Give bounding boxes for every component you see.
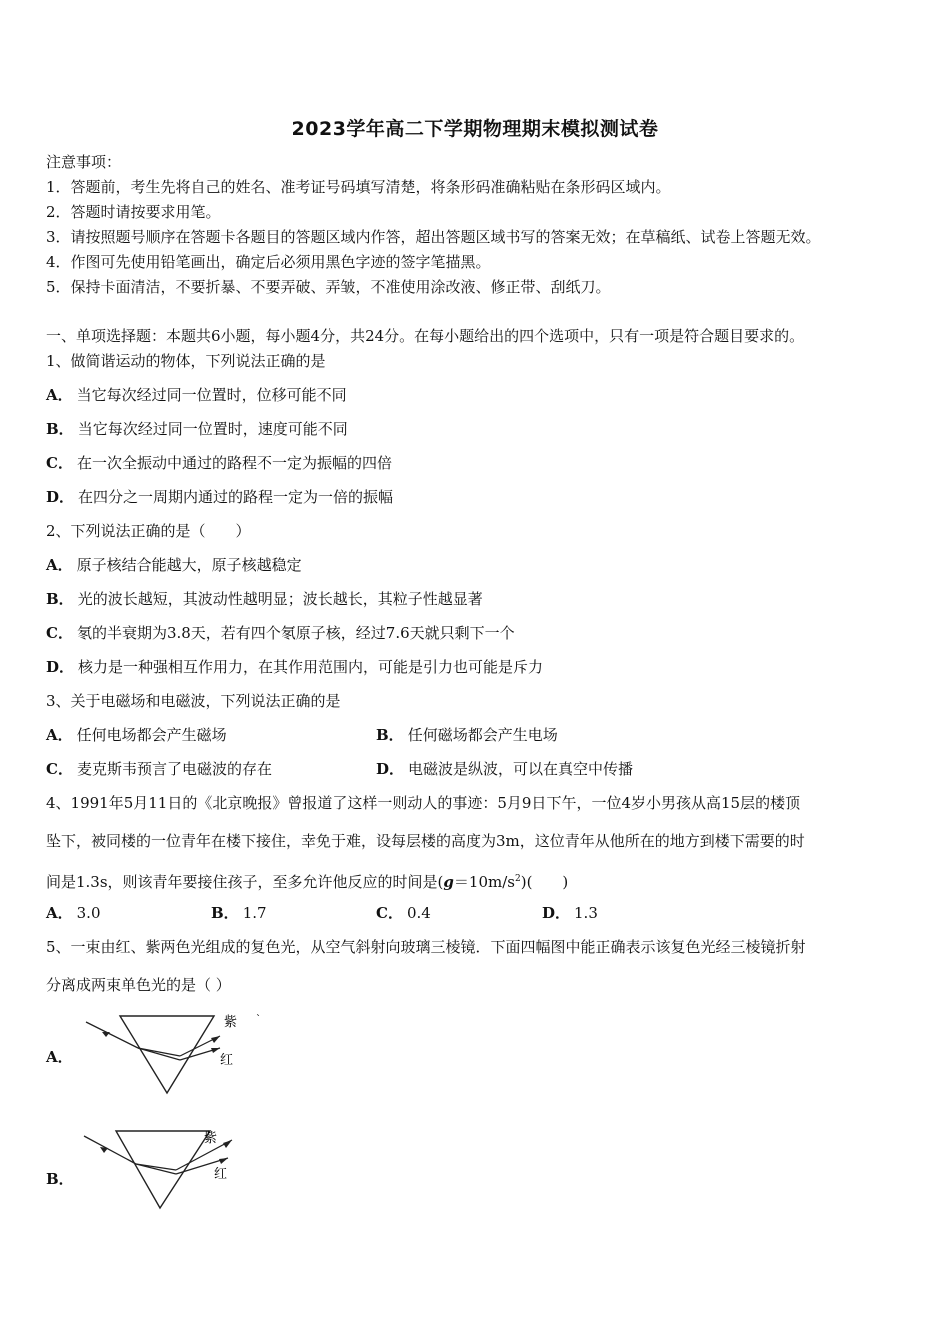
notice-item-2: 2．答题时请按要求用笔。 <box>46 203 221 221</box>
option-text: 在一次全振动中通过的路程不一定为振幅的四倍 <box>76 454 392 472</box>
question-1-option-a <box>46 385 347 405</box>
arrowhead <box>100 1147 108 1153</box>
prism-diagram-a <box>80 1010 270 1100</box>
option-text: 0.4 <box>406 904 431 922</box>
question-1-option-c <box>46 453 392 473</box>
question-4-option-c <box>376 903 431 923</box>
option-letter: A． <box>46 904 73 922</box>
prism-diagram-b <box>80 1126 270 1216</box>
option-letter: C． <box>46 760 73 778</box>
section-heading: 一、单项选择题：本题共6小题，每小题4分，共24分。在每小题给出的四个选项中，只有一项是符合题目要求的。 <box>46 327 805 345</box>
option-letter: C． <box>46 454 73 472</box>
question-5-option-b-label: B． <box>46 1170 74 1188</box>
option-letter: B． <box>376 726 404 744</box>
label-red: 红 <box>220 1053 234 1068</box>
stem-text: 间是1.3s，则该青年要接住孩子，至多允许他反应的时间是( <box>46 873 444 891</box>
option-letter: D． <box>46 658 75 676</box>
question-3-option-d <box>376 759 633 779</box>
option-text: 电磁波是纵波，可以在真空中传播 <box>408 760 634 778</box>
question-2-option-b <box>46 589 483 609</box>
option-letter: B． <box>46 420 74 438</box>
option-letter: A． <box>46 556 73 574</box>
option-text: 当它每次经过同一位置时，位移可能不同 <box>76 386 347 404</box>
question-4-option-a <box>46 903 101 923</box>
option-text: 氡的半衰期为3.8天，若有四个氡原子核，经过7.6天就只剩下一个 <box>76 624 515 642</box>
option-letter: A． <box>46 386 73 404</box>
option-text: 在四分之一周期内通过的路程一定为一倍的振幅 <box>78 488 394 506</box>
notice-item-1: 1．答题前，考生先将自己的姓名、准考证号码填写清楚，将条形码准确粘贴在条形码区域内。 <box>46 178 671 196</box>
question-4-stem-line-3 <box>46 869 568 892</box>
stem-text: )( ) <box>520 873 569 891</box>
arrowhead <box>102 1032 110 1037</box>
page-title: 2023学年高二下学期物理期末模拟测试卷 <box>291 118 659 140</box>
option-text: 任何电场都会产生磁场 <box>76 726 227 744</box>
question-3-option-c <box>46 759 272 779</box>
question-3-option-a <box>46 725 227 745</box>
question-2-option-a <box>46 555 302 575</box>
stem-text: ＝10m/s <box>453 873 515 891</box>
option-letter: D． <box>542 904 571 922</box>
question-2-option-c <box>46 623 515 643</box>
gravity-symbol: g <box>443 873 454 891</box>
option-letter: D． <box>376 760 405 778</box>
option-text: 任何磁场都会产生电场 <box>407 726 558 744</box>
stray-mark: ` <box>256 1014 261 1025</box>
question-1-stem: 1、做简谐运动的物体，下列说法正确的是 <box>46 352 326 370</box>
arrowhead <box>211 1036 220 1043</box>
label-violet: 紫 <box>224 1015 238 1030</box>
option-letter: B． <box>211 904 239 922</box>
prism-shape <box>116 1131 210 1208</box>
question-4-option-d <box>542 903 598 923</box>
question-3-option-b <box>376 725 558 745</box>
question-5-option-a-label: A． <box>46 1048 73 1066</box>
notice-heading: 注意事项： <box>46 153 122 171</box>
question-5-option-a-diagram <box>80 1010 270 1100</box>
question-5-option-b-diagram <box>80 1126 270 1216</box>
option-text: 光的波长越短，其波动性越明显；波长越长，其粒子性越显著 <box>77 590 483 608</box>
incident-ray <box>84 1136 136 1164</box>
question-5-stem-line-1: 5、一束由红、紫两色光组成的复色光，从空气斜射向玻璃三棱镜．下面四幅图中能正确表示该复色光经三棱镜折射 <box>46 938 806 956</box>
question-4-stem-line-2: 坠下，被同楼的一位青年在楼下接住，幸免于难，设每层楼的高度为3m，这位青年从他所在的地方到楼下需要的时 <box>46 832 805 850</box>
option-letter: C． <box>376 904 403 922</box>
question-4-stem-line-1: 4、1991年5月11日的《北京晚报》曾报道了这样一则动人的事迹：5月9日下午，一位4岁小男孩从高15层的楼顶 <box>46 794 801 812</box>
arrowhead <box>223 1140 232 1148</box>
label-violet: 紫 <box>204 1131 218 1146</box>
arrowhead <box>219 1158 228 1164</box>
option-text: 当它每次经过同一位置时，速度可能不同 <box>77 420 348 438</box>
option-text: 麦克斯韦预言了电磁波的存在 <box>76 760 272 778</box>
question-2-stem: 2、下列说法正确的是（ ） <box>46 522 251 540</box>
question-1-option-b <box>46 419 348 439</box>
option-text: 1.7 <box>242 904 267 922</box>
label-red: 红 <box>214 1167 228 1182</box>
notice-item-4: 4．作图可先使用铅笔画出，确定后必须用黑色字迹的签字笔描黑。 <box>46 253 491 271</box>
question-3-stem: 3、关于电磁场和电磁波，下列说法正确的是 <box>46 692 341 710</box>
arrowhead <box>211 1048 220 1053</box>
option-letter: C． <box>46 624 73 642</box>
option-text: 核力是一种强相互作用力，在其作用范围内，可能是引力也可能是斥力 <box>78 658 544 676</box>
notice-item-5: 5．保持卡面清洁，不要折暴、不要弄破、弄皱，不准使用涂改液、修正带、刮纸刀。 <box>46 278 611 296</box>
incident-ray <box>86 1022 138 1048</box>
option-letter: B． <box>46 590 74 608</box>
option-text: 原子核结合能越大，原子核越稳定 <box>76 556 302 574</box>
superscript: 2 <box>514 874 521 884</box>
option-letter: D． <box>46 488 75 506</box>
option-letter: A． <box>46 726 73 744</box>
question-4-option-b <box>211 903 267 923</box>
question-5-stem-line-2: 分离成两束单色光的是（ ） <box>46 976 231 994</box>
option-text: 3.0 <box>76 904 101 922</box>
inner-ray <box>138 1048 180 1060</box>
question-2-option-d <box>46 657 543 677</box>
notice-item-3: 3．请按照题号顺序在答题卡各题目的答题区域内作答，超出答题区域书写的答案无效；在草稿纸、试卷上答题无效。 <box>46 228 821 246</box>
question-1-option-d <box>46 487 393 507</box>
option-text: 1.3 <box>574 904 598 922</box>
